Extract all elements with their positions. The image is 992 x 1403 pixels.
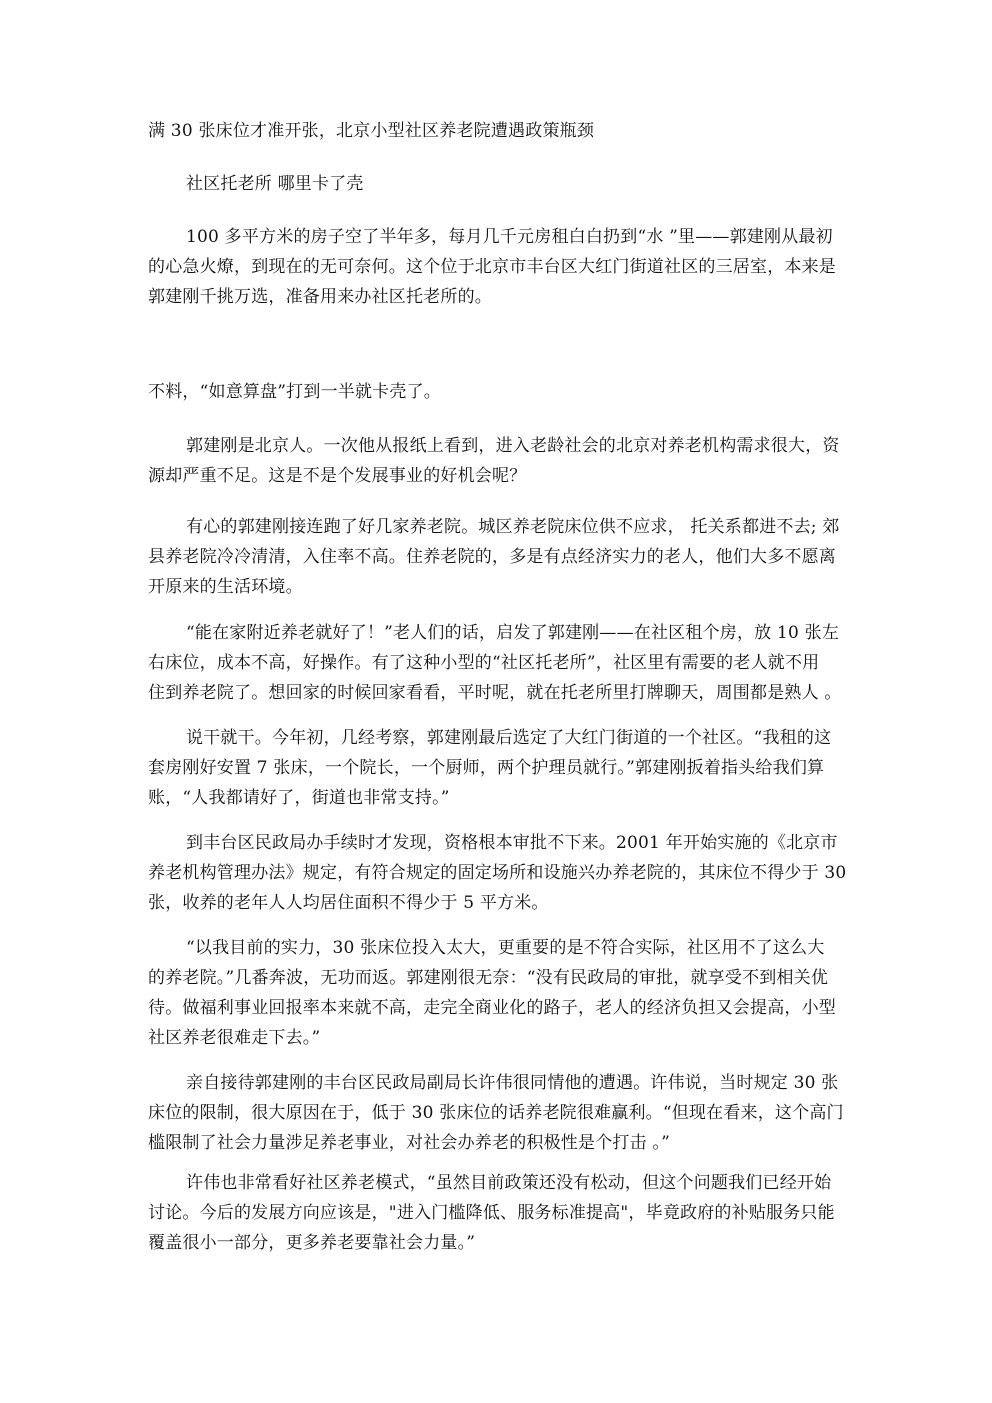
paragraph-1 <box>148 222 838 312</box>
paragraph-10 <box>148 1168 838 1258</box>
paragraph-line: 许伟也非常看好社区养老模式，“虽然目前政策还没有松动，但这个问题我们已经开始 <box>186 1173 832 1193</box>
paragraph-line: 床位的限制，很大原因在于，低于 30 张床位的话养老院很难赢利。“但现在看来，这个高门 <box>148 1103 844 1123</box>
paragraph-line: “以我目前的实力，30 张床位投入太大，更重要的是不符合实际，社区用不了这么大 <box>186 938 825 958</box>
paragraph-line: 源却严重不足。这是不是个发展事业的好机会呢？ <box>148 466 527 486</box>
paragraph-line: 账，“人我都请好了，街道也非常支持。” <box>148 788 450 808</box>
article-title <box>148 116 838 146</box>
paragraph-line: 不料，“如意算盘”打到一半就卡壳了。 <box>148 382 441 402</box>
paragraph-line: 讨论。今后的发展方向应该是，"进入门槛降低、服务标准提高"，毕竟政府的补贴服务只能 <box>148 1203 835 1223</box>
paragraph-line: 套房刚好安置 7 张床，一个院长，一个厨师，两个护理员就行。”郭建刚扳着指头给我们算 <box>148 758 825 778</box>
paragraph-line: 县养老院冷冷清清，入住率不高。住养老院的，多是有点经济实力的老人，他们大多不愿离 <box>148 547 836 567</box>
paragraph-line: 覆盖很小一部分，更多养老要靠社会力量。” <box>148 1233 476 1253</box>
paragraph-7 <box>148 828 847 918</box>
paragraph-line: 养老机构管理办法》规定，有符合规定的固定场所和设施兴办养老院的，其床位不得少于 30 <box>148 863 847 883</box>
paragraph-line: 待。做福利事业回报率本来就不高，走完全商业化的路子，老人的经济负担又会提高，小型 <box>148 998 836 1018</box>
paragraph-line: 住到养老院了。想回家的时候回家看看，平时呢，就在托老所里打牌聊天，周围都是熟人 。 <box>148 683 842 703</box>
paragraph-line: 的心急火燎，到现在的无可奈何。这个位于北京市丰台区大红门街道社区的三居室，本来是 <box>148 257 836 277</box>
paragraph-8 <box>148 933 838 1053</box>
paragraph-line: 郭建刚千挑万选，准备用来办社区托老所的。 <box>148 287 492 307</box>
paragraph-line: 右床位，成本不高，好操作。有了这种小型的“社区托老所”，社区里有需要的老人就不用 <box>148 653 820 673</box>
paragraph-line: 100 多平方米的房子空了半年多，每月几千元房租白白扔到“水 ”里——郭建刚从最初 <box>186 227 833 247</box>
paragraph-line: 槛限制了社会力量涉足养老事业，对社会办养老的积极性是个打击 。” <box>148 1133 670 1153</box>
subtitle-text: 社区托老所 哪里卡了壳 <box>186 174 364 194</box>
paragraph-line: 开原来的生活环境。 <box>148 577 303 597</box>
article-subtitle <box>148 169 838 199</box>
paragraph-line: 的养老院。”几番奔波，无功而返。郭建刚很无奈：“没有民政局的审批，就享受不到相关优 <box>148 968 829 988</box>
paragraph-2 <box>148 377 838 407</box>
paragraph-line: 说干就干。今年初，几经考察，郭建刚最后选定了大红门街道的一个社区。“我租的这 <box>186 728 832 748</box>
paragraph-line: 有心的郭建刚接连跑了好几家养老院。城区养老院床位供不应求， 托关系都进不去; 郊 <box>186 517 840 537</box>
paragraph-4 <box>148 512 838 602</box>
title-line: 满 30 张床位才准开张，北京小型社区养老院遭遇政策瓶颈 <box>148 121 595 141</box>
paragraph-5 <box>148 618 842 708</box>
paragraph-9 <box>148 1068 844 1158</box>
paragraph-line: 郭建刚是北京人。一次他从报纸上看到，进入老龄社会的北京对养老机构需求很大，资 <box>186 436 840 456</box>
paragraph-line: 社区养老很难走下去。” <box>148 1028 321 1048</box>
paragraph-line: “能在家附近养老就好了！”老人们的话，启发了郭建刚——在社区租个房，放 10 张左 <box>186 623 840 643</box>
paragraph-3 <box>148 431 838 491</box>
paragraph-line: 到丰台区民政局办手续时才发现，资格根本审批不下来。2001 年开始实施的《北京市 <box>186 833 838 853</box>
paragraph-line: 亲自接待郭建刚的丰台区民政局副局长许伟很同情他的遭遇。许伟说，当时规定 30 张 <box>186 1073 839 1093</box>
paragraph-6 <box>148 723 838 813</box>
paragraph-line: 张，收养的老年人人均居住面积不得少于 5 平方米。 <box>148 893 549 913</box>
